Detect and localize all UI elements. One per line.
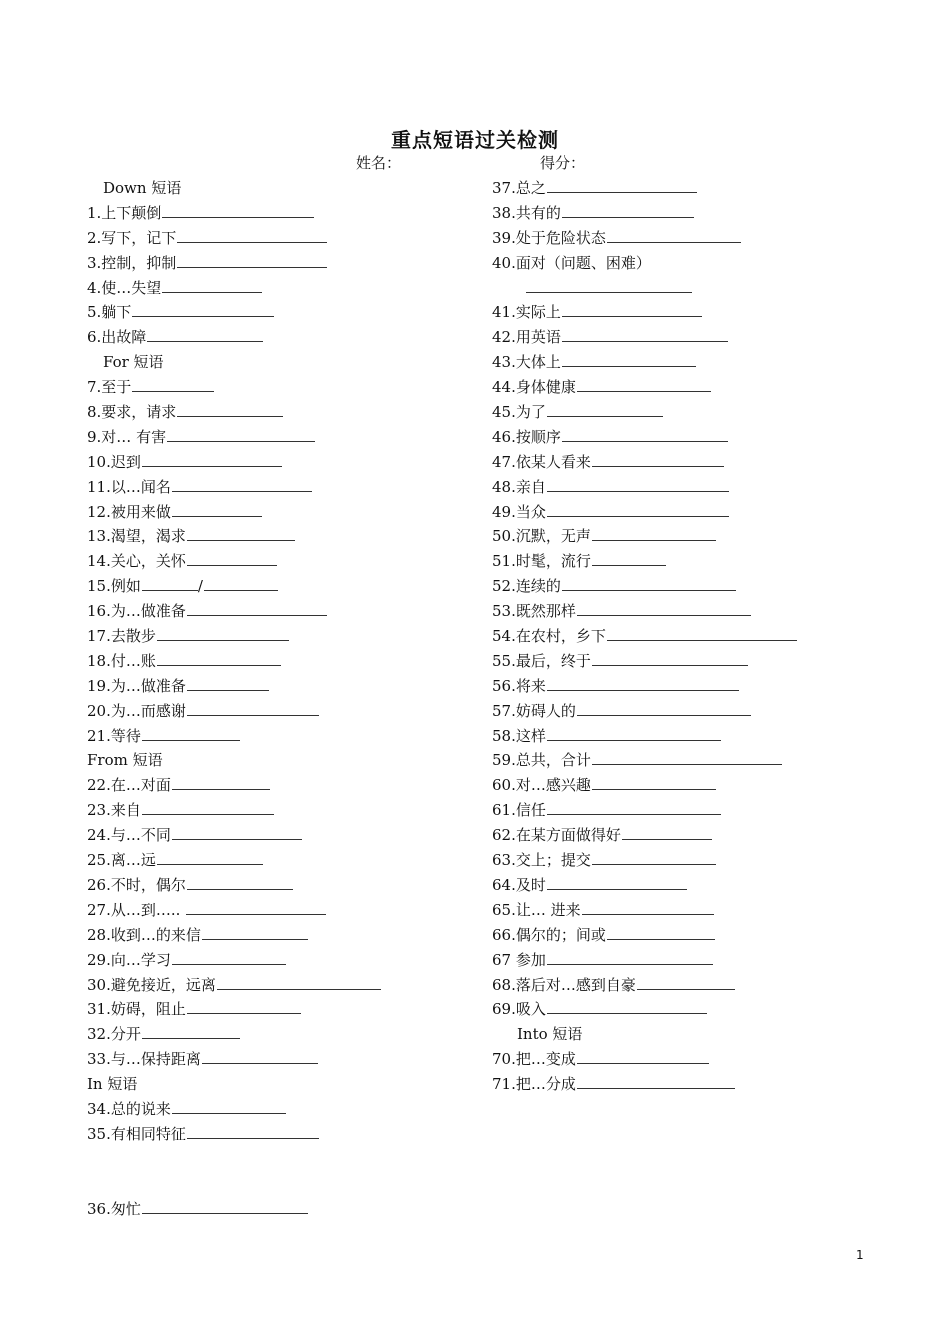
answer-blank[interactable] xyxy=(547,676,739,691)
answer-blank[interactable] xyxy=(562,352,696,367)
list-item: 31.妨碍，阻止 xyxy=(87,997,381,1022)
answer-blank[interactable] xyxy=(577,601,751,616)
list-item: 21.等待 xyxy=(87,724,381,749)
list-item: 4.使…失望 xyxy=(87,276,381,301)
name-label: 姓名： xyxy=(356,154,402,172)
list-item: 71.把…分成 xyxy=(492,1072,797,1097)
answer-blank[interactable] xyxy=(187,676,269,691)
list-item: 20.为…而感谢 xyxy=(87,699,381,724)
answer-blank[interactable] xyxy=(526,278,692,293)
list-item: 5.躺下 xyxy=(87,300,381,325)
list-item: 38.共有的 xyxy=(492,201,797,226)
answer-blank[interactable] xyxy=(147,327,263,342)
section-heading-down: Down 短语 xyxy=(103,179,182,197)
answer-blank[interactable] xyxy=(577,1074,735,1089)
answer-blank[interactable] xyxy=(186,900,326,915)
list-item: 62.在某方面做得好 xyxy=(492,823,797,848)
list-item: 22.在…对面 xyxy=(87,773,381,798)
list-item: 57.妨碍人的 xyxy=(492,699,797,724)
answer-blank[interactable] xyxy=(142,726,240,741)
list-item: 24.与…不同 xyxy=(87,823,381,848)
list-item: 47.依某人看来 xyxy=(492,450,797,475)
answer-blank[interactable] xyxy=(177,253,327,268)
list-item: 60.对…感兴趣 xyxy=(492,773,797,798)
answer-blank[interactable] xyxy=(592,775,716,790)
answer-blank[interactable] xyxy=(157,626,289,641)
answer-blank[interactable] xyxy=(167,427,315,442)
list-item: 50.沉默，无声 xyxy=(492,524,797,549)
answer-blank[interactable] xyxy=(547,726,721,741)
answer-blank[interactable] xyxy=(157,850,263,865)
list-item: 9.对… 有害 xyxy=(87,425,381,450)
answer-blank[interactable] xyxy=(172,502,262,517)
list-item: 54.在农村，乡下 xyxy=(492,624,797,649)
list-item: 32.分开 xyxy=(87,1022,381,1047)
list-item: 7.至于 xyxy=(87,375,381,400)
list-item: 45.为了 xyxy=(492,400,797,425)
answer-blank[interactable] xyxy=(592,850,716,865)
list-item: 34.总的说来 xyxy=(87,1097,381,1122)
list-item: 64.及时 xyxy=(492,873,797,898)
right-column xyxy=(492,176,797,1097)
answer-blank[interactable] xyxy=(142,800,274,815)
answer-blank[interactable] xyxy=(172,1099,286,1114)
answer-blank[interactable] xyxy=(547,477,729,492)
answer-blank[interactable] xyxy=(187,999,301,1014)
answer-blank[interactable] xyxy=(577,1049,709,1064)
section-heading-into: Into 短语 xyxy=(517,1025,583,1044)
section-heading-in: In 短语 xyxy=(87,1075,138,1094)
answer-blank[interactable] xyxy=(637,975,735,990)
answer-blank[interactable] xyxy=(187,1124,319,1139)
answer-blank[interactable] xyxy=(622,825,712,840)
list-item: 41.实际上 xyxy=(492,300,797,325)
answer-blank[interactable] xyxy=(607,626,797,641)
name-score-row xyxy=(356,152,586,173)
answer-blank[interactable] xyxy=(172,825,302,840)
answer-blank[interactable] xyxy=(187,526,295,541)
answer-blank[interactable] xyxy=(132,377,214,392)
list-item: 14.关心，关怀 xyxy=(87,549,381,574)
answer-blank[interactable] xyxy=(172,950,286,965)
list-item: 69.吸入 xyxy=(492,997,797,1022)
answer-blank[interactable] xyxy=(547,502,729,517)
answer-blank[interactable] xyxy=(592,551,666,566)
list-item: 15.例如 / xyxy=(87,574,381,599)
list-item: 63.交上；提交 xyxy=(492,848,797,873)
list-item: 8.要求，请求 xyxy=(87,400,381,425)
list-item: 30.避免接近，远离 xyxy=(87,973,381,998)
list-item: 26.不时，偶尔 xyxy=(87,873,381,898)
answer-blank[interactable] xyxy=(177,228,327,243)
list-item: 40.面对（问题、困难） xyxy=(492,253,651,272)
list-item-continuation xyxy=(492,276,797,301)
list-item: 43.大体上 xyxy=(492,350,797,375)
answer-blank[interactable] xyxy=(592,651,748,666)
answer-blank[interactable] xyxy=(562,576,736,591)
answer-blank[interactable] xyxy=(577,701,751,716)
list-item: 55.最后，终于 xyxy=(492,649,797,674)
answer-blank[interactable] xyxy=(204,576,278,591)
list-item: 44.身体健康 xyxy=(492,375,797,400)
answer-blank[interactable] xyxy=(142,1024,240,1039)
answer-blank[interactable] xyxy=(592,526,716,541)
answer-blank[interactable] xyxy=(142,1199,308,1214)
list-item: 61.信任 xyxy=(492,798,797,823)
list-item: 68.落后对…感到自豪 xyxy=(492,973,797,998)
answer-blank[interactable] xyxy=(187,875,293,890)
answer-blank[interactable] xyxy=(547,950,713,965)
list-item: 1.上下颠倒 xyxy=(87,201,381,226)
page-title: 重点短语过关检测 xyxy=(391,128,559,152)
list-item: 35.有相同特征 xyxy=(87,1122,381,1147)
list-item: 56.将来 xyxy=(492,674,797,699)
list-item: 70.把…变成 xyxy=(492,1047,797,1072)
score-label: 得分： xyxy=(540,154,586,172)
section-heading-for: For 短语 xyxy=(103,353,164,372)
answer-blank[interactable] xyxy=(607,228,741,243)
answer-blank[interactable] xyxy=(187,551,277,566)
list-item: 59.总共，合计 xyxy=(492,748,797,773)
list-item: 67 参加 xyxy=(492,948,797,973)
answer-blank[interactable] xyxy=(187,601,327,616)
answer-blank[interactable] xyxy=(592,452,724,467)
list-item: 66.偶尔的；间或 xyxy=(492,923,797,948)
left-column xyxy=(87,176,381,1221)
list-item: 39.处于危险状态 xyxy=(492,226,797,251)
list-item: 12.被用来做 xyxy=(87,500,381,525)
answer-blank[interactable] xyxy=(132,302,274,317)
answer-blank[interactable] xyxy=(202,1049,318,1064)
answer-blank[interactable] xyxy=(607,925,715,940)
answer-blank[interactable] xyxy=(562,302,702,317)
list-item: 37.总之 xyxy=(492,176,797,201)
list-item: 6.出故障 xyxy=(87,325,381,350)
answer-blank[interactable] xyxy=(187,701,319,716)
answer-blank[interactable] xyxy=(142,576,198,591)
answer-blank[interactable] xyxy=(157,651,281,666)
answer-blank[interactable] xyxy=(172,477,312,492)
list-item: 29.向…学习 xyxy=(87,948,381,973)
list-item: 33.与…保持距离 xyxy=(87,1047,381,1072)
answer-blank[interactable] xyxy=(547,999,707,1014)
answer-blank[interactable] xyxy=(547,800,721,815)
spacer xyxy=(87,1147,381,1197)
answer-blank[interactable] xyxy=(142,452,282,467)
answer-blank[interactable] xyxy=(547,402,663,417)
list-item: 36.匆忙 xyxy=(87,1197,381,1222)
answer-blank[interactable] xyxy=(172,775,270,790)
list-item: 65.让… 进来 xyxy=(492,898,797,923)
answer-blank[interactable] xyxy=(547,178,697,193)
list-item: 53.既然那样 xyxy=(492,599,797,624)
answer-blank[interactable] xyxy=(562,203,694,218)
list-item: 58.这样 xyxy=(492,724,797,749)
list-item: 28.收到…的来信 xyxy=(87,923,381,948)
list-item: 42.用英语 xyxy=(492,325,797,350)
list-item: 46.按顺序 xyxy=(492,425,797,450)
list-item: 48.亲自 xyxy=(492,475,797,500)
answer-blank[interactable] xyxy=(162,278,262,293)
answer-blank[interactable] xyxy=(562,427,728,442)
list-item: 3.控制，抑制 xyxy=(87,251,381,276)
answer-blank[interactable] xyxy=(177,402,283,417)
answer-blank[interactable] xyxy=(202,925,308,940)
list-item: 52.连续的 xyxy=(492,574,797,599)
section-heading-from: From 短语 xyxy=(87,751,163,770)
list-item: 2.写下，记下 xyxy=(87,226,381,251)
list-item: 19.为…做准备 xyxy=(87,674,381,699)
list-item: 11.以…闻名 xyxy=(87,475,381,500)
list-item: 10.迟到 xyxy=(87,450,381,475)
list-item: 23.来自 xyxy=(87,798,381,823)
answer-blank[interactable] xyxy=(162,203,314,218)
list-item: 25.离…远 xyxy=(87,848,381,873)
answer-blank[interactable] xyxy=(562,327,728,342)
list-item: 51.时髦，流行 xyxy=(492,549,797,574)
list-item: 17.去散步 xyxy=(87,624,381,649)
list-item: 49.当众 xyxy=(492,500,797,525)
answer-blank[interactable] xyxy=(547,875,687,890)
list-item: 13.渴望，渴求 xyxy=(87,524,381,549)
list-item: 18.付…账 xyxy=(87,649,381,674)
answer-blank[interactable] xyxy=(592,750,782,765)
answer-blank[interactable] xyxy=(577,377,711,392)
answer-blank[interactable] xyxy=(582,900,714,915)
list-item: 16.为…做准备 xyxy=(87,599,381,624)
page-number: 1 xyxy=(856,1248,864,1262)
list-item: 27.从…到….. xyxy=(87,898,381,923)
answer-blank[interactable] xyxy=(217,975,381,990)
